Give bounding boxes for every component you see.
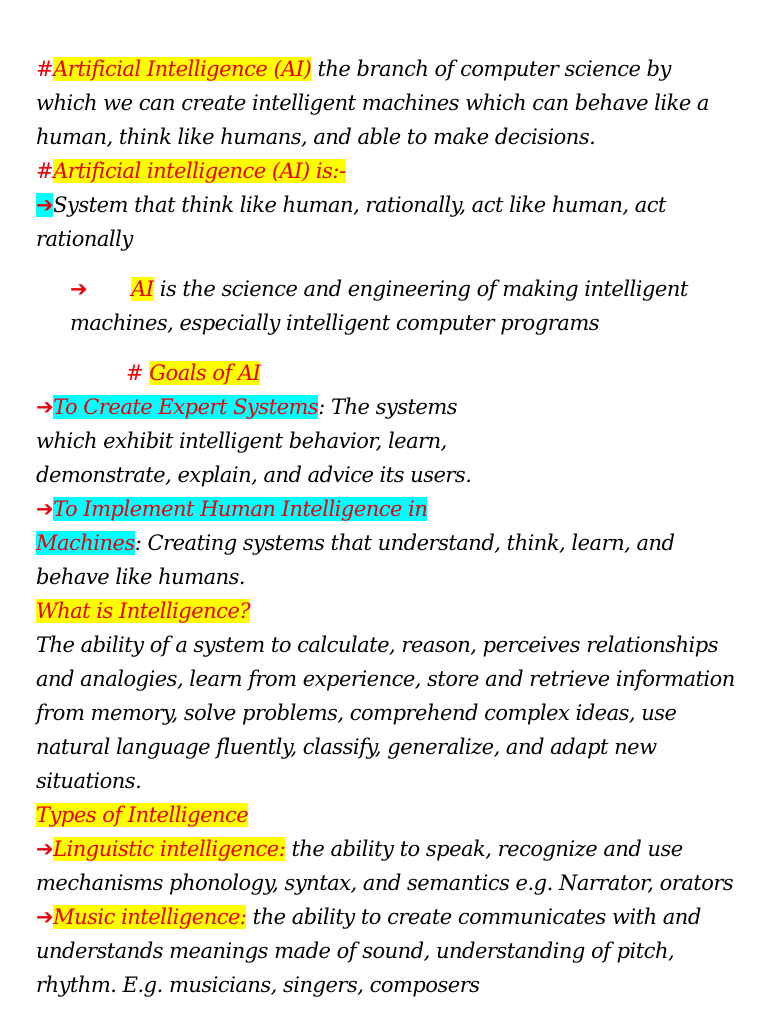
goal-term: To Create Expert Systems xyxy=(53,395,319,419)
intro-text: the branch of computer science by which we can create intelligent machines which can behave like a human, think like humans, and able to make decisions. xyxy=(36,57,709,149)
types-heading: Types of Intelligence xyxy=(36,803,249,827)
goal-item-line xyxy=(36,390,738,424)
what-is-section xyxy=(36,594,738,798)
arrow-icon: ➔ xyxy=(36,395,54,419)
types-item-linguistic xyxy=(36,832,738,900)
types-section xyxy=(36,798,738,1002)
types-item-music xyxy=(36,900,738,1002)
goal-text: : The systems xyxy=(318,395,458,419)
goals-heading-text: Goals of AI xyxy=(149,361,261,385)
ai-is-heading-text: Artificial intelligence (AI) is:- xyxy=(53,159,346,183)
intro-term: Artificial Intelligence (AI) xyxy=(53,57,312,81)
ai-science-paragraph xyxy=(36,272,738,340)
types-term: Music intelligence: xyxy=(53,905,247,929)
goal-item-line xyxy=(36,526,738,594)
what-is-text: The ability of a system to calculate, reason, perceives relationships and analogies, learn from experience, store and retrieve information from memory, solve problems, comprehend complex ideas, use natural language fluently, classify, generalize, and adapt new situations. xyxy=(36,633,735,793)
goal-term: To Implement Human Intelligence in xyxy=(53,497,428,521)
types-text: the ability to speak, recognize and use mechanisms phonology, syntax, and semantics e.g. Narrator, orators xyxy=(36,837,734,895)
types-term: Linguistic intelligence: xyxy=(53,837,286,861)
goal-term-line2: Machines xyxy=(36,531,135,555)
ai-is-text: System that think like human, rationally, act like human, act rationally xyxy=(36,193,666,251)
arrow-icon: ➔ xyxy=(36,905,54,929)
arrow-icon: ➔ xyxy=(36,497,54,521)
arrow-icon: ➔ xyxy=(70,277,88,301)
ai-is-heading xyxy=(36,154,738,188)
ai-science-text: is the science and engineering of making intelligent machines, especially intelligent computer programs xyxy=(70,277,688,335)
goals-hash: # xyxy=(126,361,150,385)
goal-item-expert-systems xyxy=(36,390,738,492)
goal-continuation: demonstrate, explain, and advice its users. xyxy=(36,463,472,487)
arrow-icon: ➔ xyxy=(36,837,54,861)
goal-item-line xyxy=(36,492,738,526)
what-is-heading: What is Intelligence? xyxy=(36,599,251,623)
goal-text: : Creating systems that understand, think, learn, and behave like humans. xyxy=(36,531,675,589)
intro-hash: # xyxy=(36,57,54,81)
ai-is-paragraph xyxy=(36,188,738,256)
ai-is-hash: # xyxy=(36,159,54,183)
goal-continuation: which exhibit intelligent behavior, learn, xyxy=(36,429,447,453)
intro-paragraph xyxy=(36,52,738,154)
types-text: the ability to create communicates with and understands meanings made of sound, understanding of pitch, rhythm. E.g. musicians, singers, composers xyxy=(36,905,701,997)
ai-science-term: AI xyxy=(131,277,154,301)
goal-item-human-intelligence xyxy=(36,492,738,594)
arrow-icon: ➔ xyxy=(36,193,54,217)
goals-heading xyxy=(36,356,738,390)
